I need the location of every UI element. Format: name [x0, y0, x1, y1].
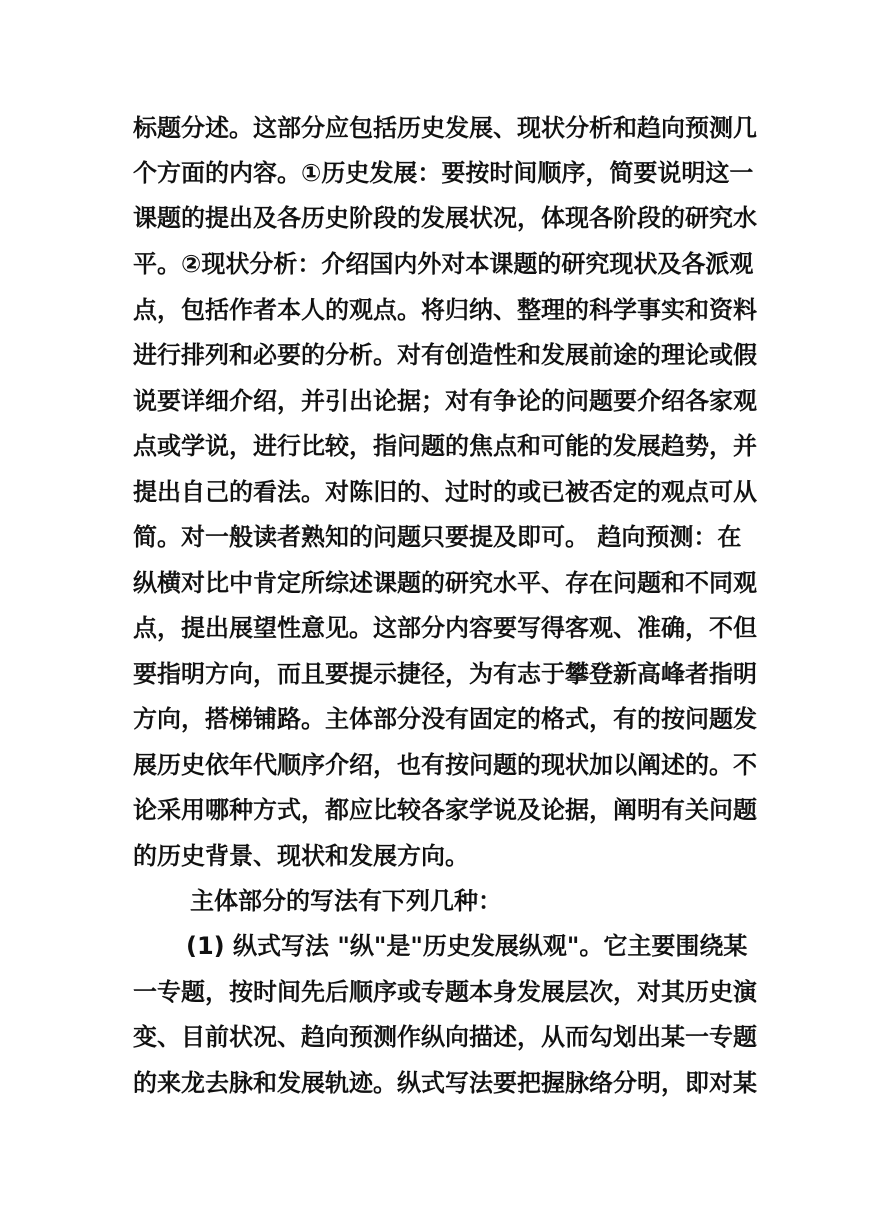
- paragraph-line: 个方面的内容。①历史发展：要按时间顺序，简要说明这一: [133, 159, 754, 187]
- paragraph-line: 论采用哪种方式，都应比较各家学说及论据，阐明有关问题: [133, 796, 757, 824]
- paragraph-line: 的来龙去脉和发展轨迹。纵式写法要把握脉络分明，即对某: [133, 1069, 757, 1097]
- paragraph-line: 展历史依年代顺序介绍，也有按问题的现状加以阐述的。不: [133, 751, 757, 779]
- paragraph-line: 标题分述。这部分应包括历史发展、现状分析和趋向预测几: [133, 114, 757, 142]
- paragraph-first-line: (1) 纵式写法 "纵"是"历史发展纵观"。它主要围绕某: [186, 932, 748, 960]
- paragraph-line: 简。对一般读者熟知的问题只要提及即可。 趋向预测：在: [133, 523, 742, 551]
- paragraph-line: 点或学说，进行比较，指问题的焦点和可能的发展趋势，并: [133, 432, 757, 460]
- paragraph-line: 平。②现状分析：介绍国内外对本课题的研究现状及各派观: [133, 250, 754, 278]
- section-intro: 主体部分的写法有下列几种：: [190, 887, 502, 915]
- paragraph-line: 纵横对比中肯定所综述课题的研究水平、存在问题和不同观: [133, 569, 757, 597]
- paragraph-line: 点，提出展望性意见。这部分内容要写得客观、准确，不但: [133, 614, 757, 642]
- paragraph-line: 方向，搭梯铺路。主体部分没有固定的格式，有的按问题发: [133, 705, 757, 733]
- paragraph-line: 课题的提出及各历史阶段的发展状况，体现各阶段的研究水: [133, 204, 757, 232]
- paragraph-line: 说要详细介绍，并引出论据；对有争论的问题要介绍各家观: [133, 387, 757, 415]
- paragraph-last-line: 的历史背景、现状和发展方向。: [133, 842, 469, 870]
- paragraph-line: 进行排列和必要的分析。对有创造性和发展前途的理论或假: [133, 341, 757, 369]
- paragraph-line: 要指明方向，而且要提示捷径，为有志于攀登新高峰者指明: [133, 660, 757, 688]
- paragraph-line: 变、目前状况、趋向预测作纵向描述，从而勾划出某一专题: [133, 1023, 757, 1051]
- paragraph-line: 提出自己的看法。对陈旧的、过时的或已被否定的观点可从: [133, 478, 757, 506]
- paragraph-line: 一专题，按时间先后顺序或专题本身发展层次，对其历史演: [133, 978, 757, 1006]
- paragraph-line: 点，包括作者本人的观点。将归纳、整理的科学事实和资料: [133, 296, 757, 324]
